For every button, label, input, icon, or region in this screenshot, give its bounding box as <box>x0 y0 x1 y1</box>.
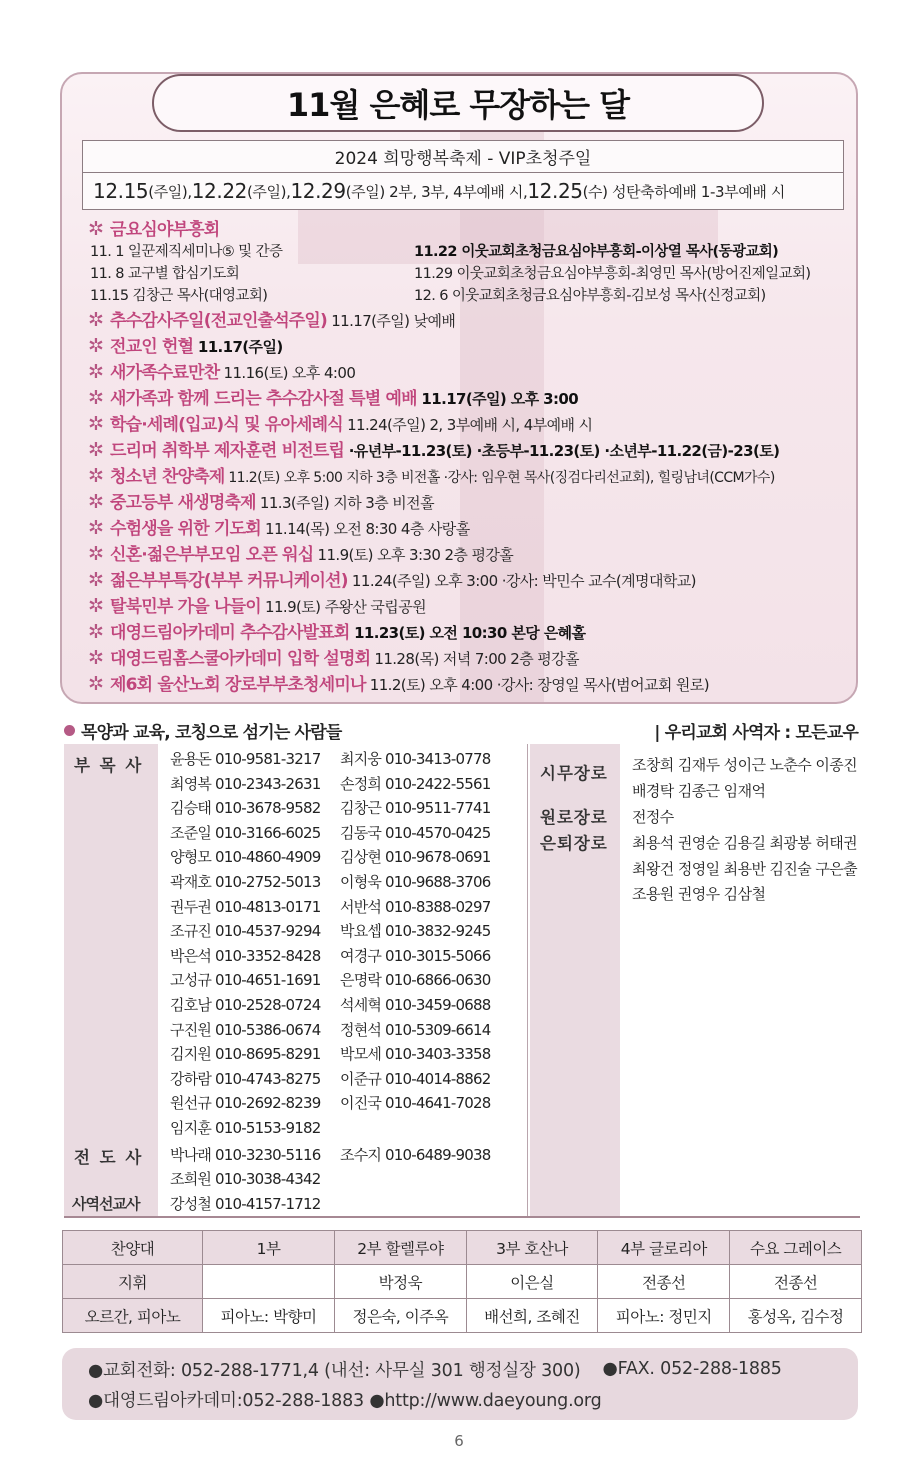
event-detail: 11.24(주일) 오후 3:00 ·강사: 박민수 교수(계명대학교) <box>347 572 696 590</box>
flower-bullet-icon: ✲ <box>88 439 104 461</box>
elder-names: 조용원 권영우 김삼철 <box>632 885 766 903</box>
staff-entry: 조준일 010-3166-6025 <box>170 823 321 842</box>
flower-bullet-icon: ✲ <box>88 595 104 617</box>
event-highlight: 11.17(주일) 오후 3:00 <box>416 390 579 408</box>
event-item <box>88 358 355 383</box>
flower-bullet-icon: ✲ <box>88 309 104 331</box>
staff-entry: 김승태 010-3678-9582 <box>170 799 321 818</box>
event-title: 대영드림홈스쿨아카데미 입학 설명회 <box>110 649 371 669</box>
vip-date-suffix: (수) 성탄축하예배 1-3부예배 시 <box>582 182 785 201</box>
elder-names: 전정수 <box>632 808 674 826</box>
table-cell: 지휘 <box>63 1265 203 1299</box>
staff-entry: 강하람 010-4743-8275 <box>170 1069 321 1088</box>
staff-entry: 이형욱 010-9688-3706 <box>340 873 491 891</box>
event-detail: 11.14(목) 오전 8:30 4층 사랑홀 <box>260 520 470 538</box>
revival-item: 11.15 김창근 목사(대영교회) <box>90 288 268 304</box>
staff-entry: 석세혁 010-3459-0688 <box>340 996 491 1014</box>
contact-bar <box>62 1348 858 1420</box>
flower-bullet-icon: ✲ <box>88 543 104 565</box>
staff-entry: 최영복 010-2343-2631 <box>170 774 321 793</box>
event-item <box>88 514 470 539</box>
event-item <box>88 306 455 331</box>
staff-entry: 원선규 010-2692-8239 <box>170 1094 321 1113</box>
event-detail: 11.3(주일) 지하 3층 비전홀 <box>255 494 434 512</box>
event-item <box>88 670 709 695</box>
role-active-elder: 시무장로 <box>540 764 608 783</box>
flower-bullet-icon: ✲ <box>88 218 104 240</box>
revival-item: 12. 6 이웃교회초청금요심야부흥회-김보성 목사(신정교회) <box>414 288 766 304</box>
elder-names: 최왕건 정영일 최용반 김진술 구은출 <box>632 860 858 878</box>
event-title: 탈북민부 가을 나들이 <box>110 597 261 617</box>
staff-entry: 고성규 010-4651-1691 <box>170 971 321 990</box>
flower-bullet-icon: ✲ <box>88 673 104 695</box>
event-title: 금요심야부흥회 <box>110 220 220 240</box>
choir-table <box>62 1230 862 1333</box>
staff-entry: 김상현 010-9678-0691 <box>340 848 491 867</box>
table-header-cell: 수요 그레이스 <box>730 1231 862 1265</box>
event-item <box>88 332 283 357</box>
event-title: 중고등부 새생명축제 <box>110 493 256 513</box>
table-cell: 전종선 <box>730 1265 862 1299</box>
table-cell: 피아노: 박향미 <box>203 1299 335 1333</box>
flower-bullet-icon: ✲ <box>88 413 104 435</box>
table-row <box>63 1299 862 1333</box>
event-highlight: 11.23(토) 오전 10:30 본당 은혜홀 <box>349 624 586 642</box>
staff-entry: 박은석 010-3352-8428 <box>170 946 321 965</box>
event-title: 청소년 찬양축제 <box>110 467 225 487</box>
event-detail: 11.2(토) 오후 4:00 ·강사: 장영일 목사(범어교회 원로) <box>365 676 709 694</box>
vip-date-suffix: (주일), <box>246 182 291 201</box>
event-title: 드리머 취학부 제자훈련 비전트립 <box>110 441 345 461</box>
table-cell: 이은실 <box>466 1265 598 1299</box>
event-title: 젊은부부특강(부부 커뮤니케이션) <box>110 571 348 591</box>
event-detail: 11.28(목) 저녁 7:00 2층 평강홀 <box>370 650 579 668</box>
vip-date-suffix: (주일), <box>148 182 192 201</box>
table-cell: 오르간, 피아노 <box>63 1299 203 1333</box>
contact-line[interactable]: ●대영드림아카데미:052-288-1883 ●http://www.daeyoung.org <box>88 1390 602 1411</box>
staff-entry: 박모세 010-3403-3358 <box>340 1045 491 1064</box>
staff-entry: 권두권 010-4813-0171 <box>170 897 321 916</box>
event-highlight: ·유년부-11.23(토) ·초등부-11.23(토) ·소년부-11.22(금)-23(토) <box>344 442 780 460</box>
vip-date: 12.29 <box>290 179 346 203</box>
table-cell: 정은숙, 이주옥 <box>335 1299 467 1333</box>
flower-bullet-icon: ✲ <box>88 335 104 357</box>
section-heading-text: 목양과 교육, 코칭으로 섬기는 사람들 <box>81 723 342 743</box>
event-detail: 11.17(주일) 낮예배 <box>327 312 456 330</box>
table-header-cell: 3부 호산나 <box>466 1231 598 1265</box>
staff-entry: 조수지 010-6489-9038 <box>340 1146 491 1164</box>
staff-entry: 구진원 010-5386-0674 <box>170 1020 321 1039</box>
section-heading <box>64 718 341 743</box>
vip-date: 12.25 <box>527 179 583 203</box>
elder-names: 배경탁 김종근 임재억 <box>632 782 766 800</box>
section-subheading: | 우리교회 사역자 : 모든교우 <box>654 723 858 743</box>
event-title: 대영드림아카데미 추수감사발표회 <box>110 623 350 643</box>
role-missionary: 사역선교사 <box>72 1195 140 1213</box>
page-title: 11월 은혜로 무장하는 달 <box>152 74 764 132</box>
table-header-cell: 1부 <box>203 1231 335 1265</box>
staff-entry: 양형모 010-4860-4909 <box>170 848 321 867</box>
staff-entry: 김동국 010-4570-0425 <box>340 823 491 842</box>
table-header-cell: 2부 할렐루야 <box>335 1231 467 1265</box>
event-detail: 11.9(토) 오후 3:30 2층 평강홀 <box>313 546 514 564</box>
event-item <box>88 540 513 565</box>
revival-item: 11. 8 교구별 합심기도회 <box>90 266 240 282</box>
table-row <box>63 1265 862 1299</box>
flower-bullet-icon: ✲ <box>88 387 104 409</box>
vip-date: 12.15 <box>93 179 149 203</box>
flower-bullet-icon: ✲ <box>88 517 104 539</box>
event-item <box>88 384 578 409</box>
contact-line <box>88 1354 858 1384</box>
divider <box>64 1216 860 1218</box>
revival-item: 11.22 이웃교회초청금요심야부흥회-이상열 목사(동광교회) <box>414 244 779 260</box>
table-cell: 배선희, 조혜진 <box>466 1299 598 1333</box>
divider <box>527 744 528 1218</box>
event-item <box>88 462 775 487</box>
staff-entry: 이진국 010-4641-7028 <box>340 1094 491 1113</box>
staff-entry: 윤용돈 010-9581-3217 <box>170 750 321 768</box>
flower-bullet-icon: ✲ <box>88 465 104 487</box>
flower-bullet-icon: ✲ <box>88 569 104 591</box>
announcement-panel <box>60 72 858 704</box>
staff-entry: 정현석 010-5309-6614 <box>340 1020 491 1039</box>
staff-entry: 조희원 010-3038-4342 <box>170 1170 321 1188</box>
staff-entry: 김호남 010-2528-0724 <box>170 996 321 1014</box>
flower-bullet-icon: ✲ <box>88 361 104 383</box>
event-item <box>88 488 434 513</box>
event-revival <box>88 215 219 240</box>
event-title: 새가족수료만찬 <box>110 363 220 383</box>
vip-date: 12.22 <box>191 179 247 203</box>
event-title: 수험생을 위한 기도회 <box>110 519 261 539</box>
role-retired-elder: 은퇴장로 <box>540 834 608 853</box>
table-cell: 피아노: 정민지 <box>598 1299 730 1333</box>
bullet-dot-icon <box>64 725 75 736</box>
staff-entry: 김지원 010-8695-8291 <box>170 1045 321 1064</box>
elder-names: 최용석 권영순 김용길 최광봉 허태권 <box>632 834 858 852</box>
event-item <box>88 410 592 435</box>
church-phone: ●교회전화: 052-288-1771,4 (내선: 사무실 301 행정실장 300) <box>88 1360 581 1381</box>
event-item <box>88 644 579 669</box>
table-cell: 홍성옥, 김수정 <box>730 1299 862 1333</box>
staff-entry: 최지웅 010-3413-0778 <box>340 750 491 768</box>
event-item <box>88 566 696 591</box>
staff-entry: 조규진 010-4537-9294 <box>170 922 321 941</box>
flower-bullet-icon: ✲ <box>88 491 104 513</box>
event-title: 전교인 헌혈 <box>110 337 194 357</box>
flower-bullet-icon: ✲ <box>88 647 104 669</box>
revival-item: 11. 1 일꾼제직세미나⑤ 및 간증 <box>90 244 283 260</box>
event-title: 학습·세례(입교)식 및 유아세례식 <box>110 415 343 435</box>
staff-entry: 손정희 010-2422-5561 <box>340 774 491 793</box>
table-header-row <box>63 1231 862 1265</box>
event-title: 새가족과 함께 드리는 추수감사절 특별 예배 <box>110 389 417 409</box>
fax-number: ●FAX. 052-288-1885 <box>602 1359 782 1379</box>
elder-names: 조창희 김재두 성이근 노춘수 이종진 <box>632 756 858 774</box>
staff-entry: 여경구 010-3015-5066 <box>340 946 491 965</box>
event-detail: 11.24(주일) 2, 3부예배 시, 4부예배 시 <box>342 416 593 434</box>
staff-entry: 곽재호 010-2752-5013 <box>170 873 321 891</box>
table-header-cell: 4부 글로리아 <box>598 1231 730 1265</box>
staff-entry: 박나래 010-3230-5116 <box>170 1146 321 1164</box>
staff-entry: 강성철 010-4157-1712 <box>170 1195 321 1213</box>
role-emeritus-elder: 원로장로 <box>540 808 608 827</box>
page-number: 6 <box>454 1432 464 1450</box>
table-cell: 전종선 <box>598 1265 730 1299</box>
staff-entry: 서반석 010-8388-0297 <box>340 897 491 916</box>
role-associate-pastor: 부 목 사 <box>74 756 144 775</box>
staff-entry: 임지훈 010-5153-9182 <box>170 1119 321 1137</box>
vip-dates <box>83 173 843 209</box>
vip-date-suffix: (주일) 2부, 3부, 4부예배 시, <box>345 182 528 201</box>
table-cell: 박정욱 <box>335 1265 467 1299</box>
event-item <box>88 436 779 461</box>
event-item <box>88 618 585 643</box>
event-item <box>88 592 426 617</box>
revival-item: 11.29 이웃교회초청금요심야부흥회-최영민 목사(방어진제일교회) <box>414 266 811 282</box>
event-detail: 11.9(토) 주왕산 국립공원 <box>260 598 426 616</box>
table-header-cell: 찬양대 <box>63 1231 203 1265</box>
event-detail: 11.16(토) 오후 4:00 <box>219 364 356 382</box>
staff-entry: 은명락 010-6866-0630 <box>340 971 491 990</box>
staff-entry: 이준규 010-4014-8862 <box>340 1069 491 1088</box>
vip-heading: 2024 희망행복축제 - VIP초청주일 <box>83 141 843 173</box>
staff-entry: 박요셉 010-3832-9245 <box>340 922 491 941</box>
vip-box <box>82 140 844 210</box>
event-title: 제6회 울산노회 장로부부초청세미나 <box>110 675 366 695</box>
event-title: 신혼·젊은부부모임 오픈 워십 <box>110 545 314 565</box>
table-cell <box>203 1265 335 1299</box>
event-highlight: 11.17(주일) <box>193 338 283 356</box>
flower-bullet-icon: ✲ <box>88 621 104 643</box>
staff-entry: 김창근 010-9511-7741 <box>340 799 491 818</box>
event-title: 추수감사주일(전교인출석주일) <box>110 311 328 331</box>
event-detail: 11.2(토) 오후 5:00 지하 3층 비전홀 ·강사: 임우현 목사(징검다리선교회), 힐링남녀(CCM가수) <box>224 470 775 486</box>
role-evangelist: 전 도 사 <box>74 1148 144 1167</box>
